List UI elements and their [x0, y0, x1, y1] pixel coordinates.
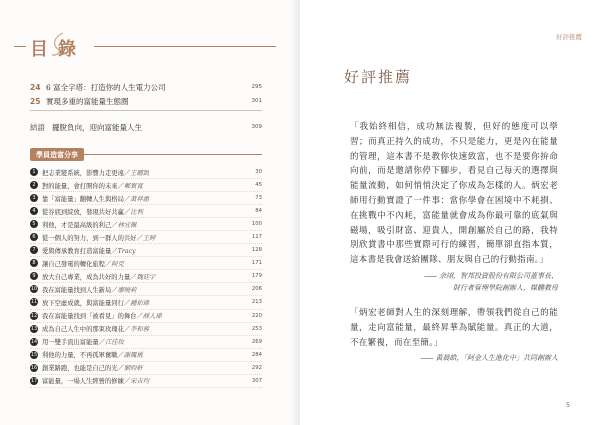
story-page: 100 — [251, 221, 262, 228]
story-author: 比利 — [130, 208, 143, 216]
quote-attribution: —— 黃晨皓，「阿金人生進化中」共同創辦人 — [420, 354, 558, 363]
story-number-badge: 10 — [30, 286, 38, 293]
story-number-badge: 1 — [30, 168, 38, 176]
quote-attribution-role: 財行者管理學院創辦人、媒體教母 — [453, 283, 558, 292]
story-entry — [42, 259, 244, 268]
story-page: 179 — [251, 273, 262, 280]
story-separator: ／ — [123, 378, 131, 386]
toc-header-rule-right — [94, 46, 276, 47]
story-row[interactable] — [30, 296, 262, 309]
quote-text: 「我始終相信，成功無法複製，但好的態度可以學習；而真正持久的成功，不只是能力，更是內在能量的管理，這本書不是教你快速致富，也不是要你拚命向前，而是邀請你停下腳步，看見自己每天的選擇與能量流動，如何悄悄決定了你成為怎樣的人。炳宏老師用行動實證了一件事：當你學會在困境中不耗損、在挑戰中不內耗，富能量就會成為你最可靠的底氣與磁場，吸引財富、迎貴人，開創屬於自己的路，我特別欣賞書中那些實際可行的練習，簡單卻直指本質，這本書是我會送給團隊、朋友與自己的行動指南。」 — [350, 122, 558, 266]
story-title: 創業路跑，也能是自己的光 — [42, 365, 118, 373]
section-banner-rule — [84, 154, 262, 155]
story-row[interactable] — [30, 323, 262, 336]
story-row[interactable] — [30, 362, 262, 375]
story-separator: ／ — [104, 260, 112, 268]
story-separator: ／ — [123, 326, 131, 334]
page-number: 5 — [566, 402, 570, 409]
story-entry — [42, 207, 244, 216]
section-banner: 學員造富分享 — [30, 148, 84, 161]
story-row[interactable] — [30, 192, 262, 205]
story-page: 128 — [251, 247, 262, 254]
story-entry — [42, 363, 244, 372]
story-number-badge: 9 — [30, 272, 38, 280]
story-page: 171 — [251, 260, 262, 267]
story-separator: ／ — [98, 339, 105, 347]
story-page: 213 — [251, 299, 262, 306]
chapter-number: 24 — [30, 82, 41, 92]
story-row[interactable] — [30, 231, 262, 244]
story-entry — [42, 350, 244, 359]
story-number-badge: 7 — [30, 246, 38, 254]
em-dash: —— — [424, 271, 436, 280]
story-entry — [42, 337, 244, 346]
story-row[interactable] — [30, 218, 262, 231]
story-row[interactable] — [30, 270, 262, 283]
conclusion-page: 309 — [251, 124, 262, 130]
story-number-badge: 15 — [30, 351, 38, 358]
story-entry — [42, 220, 244, 229]
story-page: 206 — [251, 286, 262, 293]
story-page: 30 — [255, 169, 262, 176]
story-title: 愛與傳承教育打造富能量 — [42, 247, 112, 255]
story-number-badge: 12 — [30, 312, 38, 319]
story-row[interactable] — [30, 244, 262, 257]
story-row[interactable] — [30, 349, 262, 362]
chapter-page: 301 — [251, 98, 262, 104]
chapter-number: 25 — [30, 96, 41, 106]
story-author: 李和蓉 — [130, 326, 150, 334]
story-page: 292 — [251, 364, 262, 371]
story-title: 放下空虛成就，與富能量同行 — [42, 299, 124, 307]
story-title: 富能量，一場人生經營的修練 — [42, 378, 124, 386]
story-separator: ／ — [123, 169, 131, 177]
toc-chapter-row[interactable] — [30, 94, 262, 108]
story-number-badge: 8 — [30, 259, 38, 267]
story-separator: ／ — [130, 273, 137, 281]
story-separator: ／ — [123, 299, 131, 307]
story-row[interactable] — [30, 179, 262, 192]
story-number-badge: 14 — [30, 338, 38, 345]
story-author: 宋吉均 — [130, 378, 150, 386]
story-author: Tracy — [117, 247, 136, 255]
story-title: 我在富能量找到「被看見」的舞台 — [42, 313, 137, 321]
story-title: 利他的力量，不再孤軍奮戰 — [42, 352, 118, 360]
story-separator: ／ — [123, 208, 131, 216]
story-entry — [42, 168, 244, 177]
story-entry — [42, 285, 244, 294]
story-author: 王贈凱 — [130, 169, 150, 177]
story-entry — [42, 298, 244, 307]
story-title: 從一個人的努力，到一群人的共好 — [42, 234, 137, 242]
story-page: 269 — [251, 338, 262, 345]
quote-attribution: —— 余翊，智邦投資股份有限公司董事長、 — [424, 271, 558, 280]
story-author: 魏廷宇 — [136, 273, 156, 281]
story-row[interactable] — [30, 257, 262, 270]
story-separator: ／ — [117, 182, 124, 190]
story-title: 成為自己人生中的那束玫瑰花 — [42, 326, 124, 334]
story-author: 黃祥惠 — [130, 195, 150, 203]
story-author: 謝鳳桃 — [123, 352, 143, 360]
story-entry — [42, 311, 244, 320]
toc-divider — [30, 110, 262, 111]
story-author: 鄭賀寬 — [123, 182, 143, 190]
quote-text: 「炳宏老師對人生的深刻理解，帶領我們從自己的能量，走向富能量，最終昇華為賦能量。真正的大道，不在繁複，而在至簡。」 — [350, 308, 558, 348]
conclusion-label: 結語 — [30, 122, 45, 132]
story-entry — [42, 233, 244, 242]
story-author: 林宜佩 — [117, 221, 137, 229]
story-number-badge: 2 — [30, 181, 38, 189]
story-page: 84 — [255, 208, 262, 215]
story-page: 220 — [251, 312, 262, 319]
story-row[interactable] — [30, 283, 262, 296]
story-number-badge: 17 — [30, 377, 38, 384]
story-separator: ／ — [111, 286, 118, 294]
story-title: 我在富能量找到人生新局 — [42, 286, 112, 294]
story-number-badge: 3 — [30, 194, 38, 202]
story-entry — [42, 272, 244, 281]
story-entry — [42, 324, 244, 333]
story-author: 廖曉莉 — [117, 286, 137, 294]
toc-conclusion-row[interactable] — [30, 120, 262, 134]
story-entry — [42, 376, 244, 385]
story-separator: ／ — [123, 195, 131, 203]
story-page: 117 — [251, 234, 262, 241]
story-number-badge: 6 — [30, 233, 38, 241]
story-page: 45 — [255, 182, 262, 189]
story-separator: ／ — [136, 234, 143, 242]
story-row[interactable] — [30, 310, 262, 323]
story-number-badge: 4 — [30, 207, 38, 215]
story-title: 從谷底到綻放，發現共好共贏 — [42, 208, 124, 216]
chapter-title: 實現多重的富能量生態圈 — [46, 96, 129, 106]
section-title: 好評推薦 — [344, 68, 413, 86]
story-title: 把志業變系統，影響力走更遠 — [42, 169, 124, 177]
story-author: 江佳玫 — [104, 339, 124, 347]
story-separator: ／ — [111, 221, 118, 229]
toc-title: 目錄 — [30, 35, 86, 61]
conclusion-title: 擺脫負向，迎向富能量人生 — [52, 122, 142, 132]
story-number-badge: 11 — [30, 299, 38, 306]
story-number-badge: 5 — [30, 220, 38, 228]
story-page: 253 — [251, 325, 262, 332]
story-author: 鍾佑瑋 — [130, 299, 150, 307]
story-entry — [42, 181, 244, 190]
story-row[interactable] — [30, 166, 262, 179]
story-title: 靠「富能量」翻轉人生與格局 — [42, 195, 124, 203]
toc-chapter-row[interactable] — [30, 80, 262, 94]
story-separator: ／ — [136, 313, 143, 321]
running-head: 好評推薦 — [556, 33, 582, 41]
swirl-ornament-icon — [50, 31, 66, 57]
story-row[interactable] — [30, 205, 262, 218]
toc-header-rule-left — [14, 46, 26, 47]
endorsement-quote-1 — [350, 120, 558, 294]
chapter-page: 295 — [251, 84, 262, 90]
story-entry — [42, 194, 244, 203]
story-number-badge: 16 — [30, 364, 38, 371]
right-page-recommendations — [300, 0, 600, 425]
story-separator: ／ — [111, 247, 118, 255]
story-title: 用一雙手流出富能量 — [42, 339, 99, 347]
story-page: 284 — [251, 351, 262, 358]
story-title: 讓自己發電的轉化旅程 — [42, 260, 105, 268]
story-page: 307 — [251, 377, 262, 384]
story-title: 利他，才是最高級的利己 — [42, 221, 112, 229]
story-list — [30, 166, 262, 388]
chapter-title: 6 富全字塔：打造你的人生電力公司 — [46, 82, 166, 92]
story-author: 劉昀軒 — [123, 365, 143, 373]
toc-header — [14, 36, 284, 60]
story-author: 阿克 — [111, 260, 124, 268]
story-separator: ／ — [117, 365, 124, 373]
story-separator: ／ — [117, 352, 124, 360]
story-title: 對的能量，會打開你的未來 — [42, 182, 118, 190]
story-author: 薛人瑋 — [142, 313, 162, 321]
story-row[interactable] — [30, 375, 262, 388]
story-row[interactable] — [30, 336, 262, 349]
story-title: 放大自己專業，成為共好的力量 — [42, 273, 131, 281]
story-author: 王婷 — [142, 234, 156, 242]
endorsement-quote-2 — [350, 306, 558, 364]
story-page: 73 — [255, 195, 262, 202]
em-dash: —— — [420, 354, 433, 363]
story-entry — [42, 246, 244, 255]
story-number-badge: 13 — [30, 325, 38, 332]
